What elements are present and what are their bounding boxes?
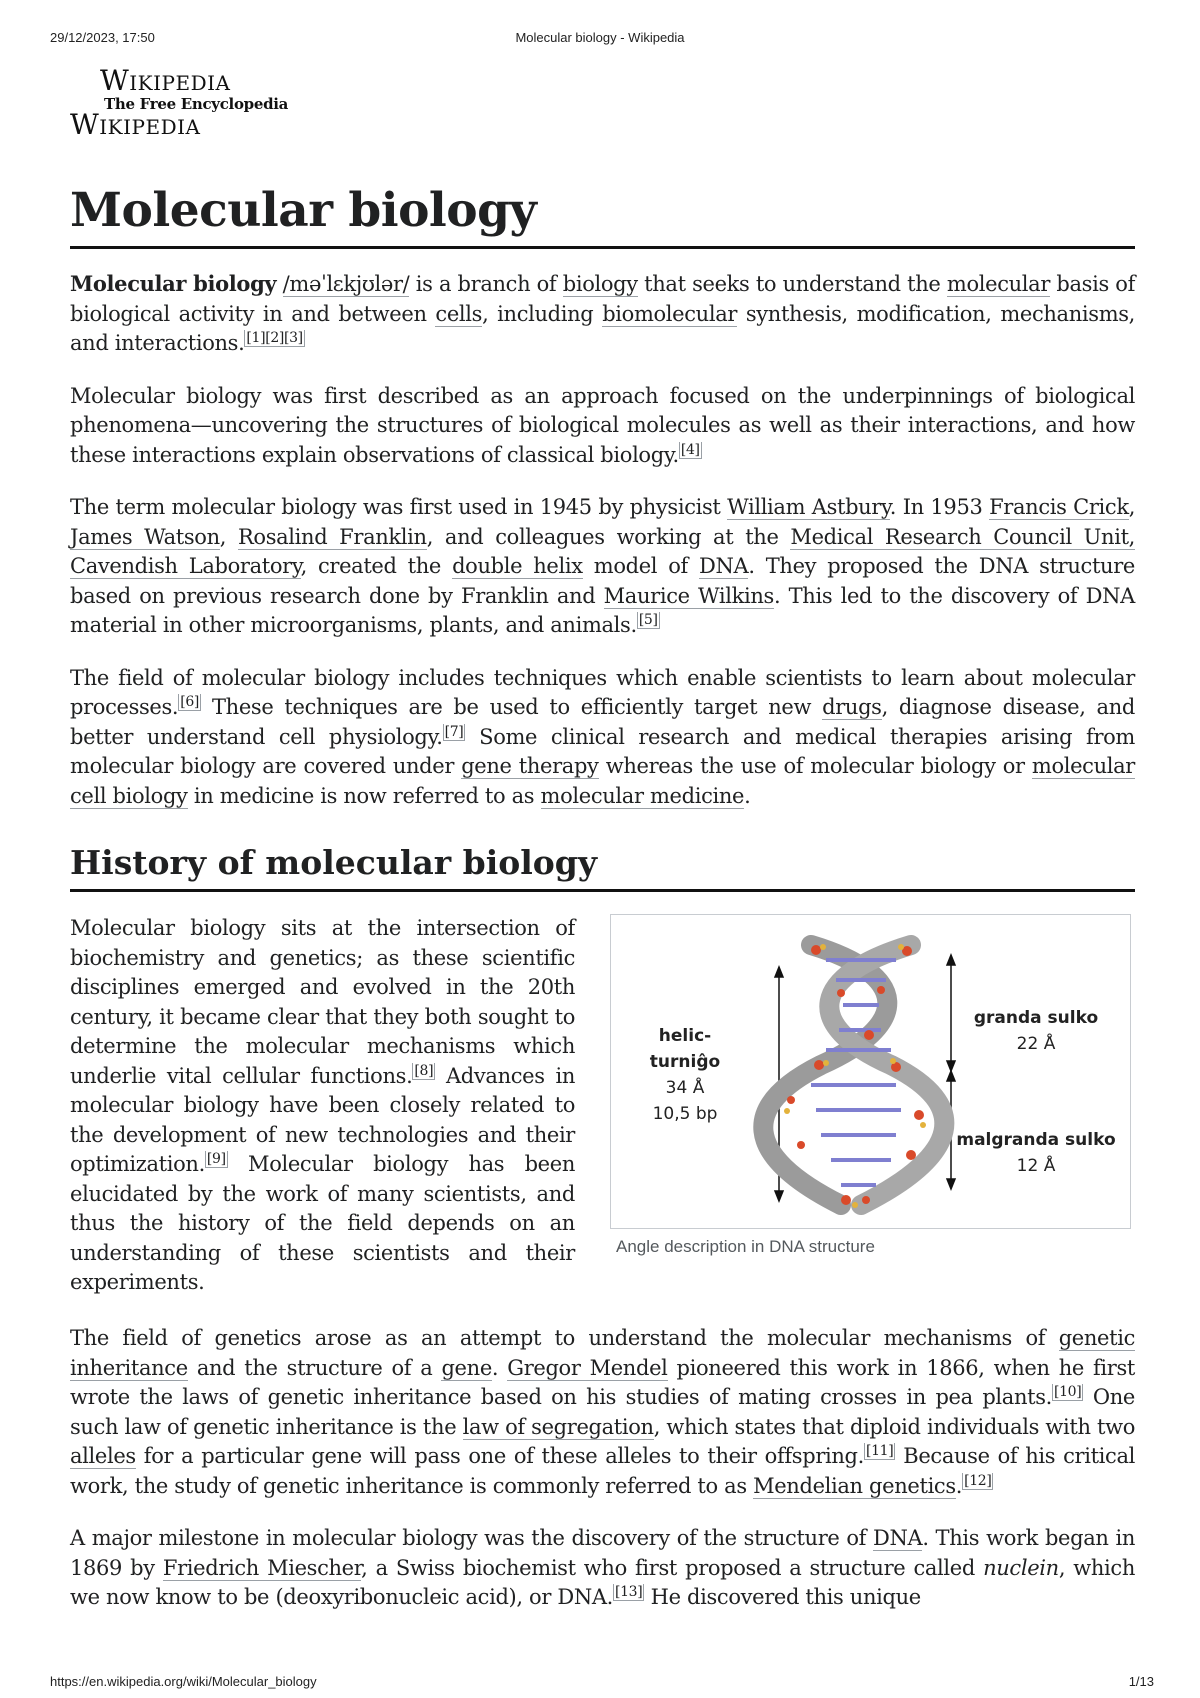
link-molecular-medicine[interactable]: molecular medicine <box>540 783 745 808</box>
citation-ref[interactable]: [4] <box>680 441 700 458</box>
figure-caption: Angle description in DNA structure <box>616 1237 875 1256</box>
link-molecular[interactable]: molecular <box>946 272 1051 296</box>
link-francis-crick[interactable]: Francis Crick <box>989 495 1129 519</box>
link-gene-therapy[interactable]: gene therapy <box>461 754 599 778</box>
link-james-watson[interactable]: James Watson <box>70 524 220 549</box>
paragraph-2: Molecular biology was first described as an approach focused on the underpinnings of biological phenomena—uncovering the structures of biological molecules as well as their interactions, and how these interactions explain observations of classical biology. [4] <box>70 383 1135 467</box>
history-paragraph-1: Molecular biology sits at the intersection of biochemistry and genetics; as these scientific disciplines emerged and evolved in the 20th century, it became clear that they both sought to determine the molecular mechanisms which underlie vital cellular functions. [8] Advances in molecular biology have been closely related to the development of new technologies and their optimization. [9] Molecular biology has been elucidated by the work of many scientists, and thus the history of the field depends on an understanding of these scientists and their experiments. <box>70 916 576 1294</box>
ipa-link[interactable]: /məˈlɛkjʊlər/ <box>282 272 410 296</box>
link-molecular-cell-biology[interactable]: molecular cell biology <box>70 754 1135 808</box>
link-william-astbury[interactable]: William Astbury <box>727 495 890 519</box>
link-genetic-inheritance[interactable]: genetic inheritance <box>70 1326 1135 1380</box>
citation-ref[interactable]: [8] <box>414 1062 434 1079</box>
citation-ref[interactable]: [5] <box>638 612 658 628</box>
link-friedrich-miescher[interactable]: Friedrich Miescher <box>162 1555 362 1580</box>
print-page-number: 1/13 <box>1128 1674 1154 1689</box>
citation-ref[interactable]: [12] <box>964 1472 992 1489</box>
link-maurice-wilkins[interactable]: Maurice Wilkins <box>603 583 774 608</box>
citation-refs[interactable]: [1][2][3] <box>246 330 303 346</box>
logo-wordmark-secondary: Wikipedia <box>70 108 201 141</box>
link-dna-2[interactable]: DNA <box>873 1526 923 1550</box>
citation-ref[interactable]: [10] <box>1053 1384 1082 1400</box>
print-datetime: 29/12/2023, 17:50 <box>50 30 155 45</box>
term-nuclein: nuclein <box>983 1555 1059 1580</box>
page-title: Molecular biology <box>70 180 1135 249</box>
article-content <box>70 180 1135 1636</box>
paragraph-3: The term molecular biology was first used in 1945 by physicist William Astbury. In 1953 Francis Crick, James Watson, Rosalind Franklin, and colleagues working at the Medical Research Council Unit, Cavendish Laboratory, created the double helix model of DNA. They proposed the DNA structure based on previous research done by Franklin and Maurice Wilkins. This led to the discovery of DNA material in other microorganisms, plants, and animals. [5] <box>70 495 1136 637</box>
wikipedia-logo[interactable] <box>70 66 288 140</box>
dna-figure-image[interactable] <box>610 914 1131 1229</box>
link-rosalind-franklin[interactable]: Rosalind Franklin <box>237 524 427 549</box>
history-section <box>70 914 1135 1304</box>
major-groove-label: granda sulko 22 Å <box>973 1008 1099 1054</box>
link-cells[interactable]: cells <box>435 301 483 326</box>
section-heading-history: History of molecular biology <box>70 841 1135 892</box>
logo-wordmark: Wikipedia <box>100 64 231 97</box>
paragraph-4: The field of molecular biology includes techniques which enable scientists to learn about molecular processes. [6] These techniques are be used to efficiently target new drugs, diagnose disease, and better understand cell physiology. [7] Some clinical research and medical therapies arising from molecular biology are covered under gene therapy whereas the use of molecular biology or molecular cell biology in medicine is now referred to as molecular medicine. <box>70 665 1135 808</box>
intro-paragraph: Molecular biology /məˈlɛkjʊlər/ is a branch of biology that seeks to understand the molecular basis of biological activity in and between cells, including biomolecular synthesis, modification, mechanisms, and interactions. [1][2][3] <box>70 271 1136 355</box>
history-paragraph-2: The field of genetics arose as an attempt to understand the molecular mechanisms of genetic inheritance and the structure of a gene. Gregor Mendel pioneered this work in 1866, when he first wrote the laws of genetic inheritance based on his studies of mating crosses in pea plants. [10] One such law of genetic inheritance is the law of segregation, which states that diploid individuals with two alleles for a particular gene will pass one of these alleles to their offspring. [11] Because of his critical work, the study of genetic inheritance is commonly referred to as Mendelian genetics. [12] <box>70 1326 1136 1498</box>
link-dna[interactable]: DNA <box>699 554 749 578</box>
link-mrc-unit[interactable]: Medical Research Council Unit, Cavendish Laboratory <box>70 524 1135 578</box>
link-biomolecular[interactable]: biomolecular <box>602 301 738 326</box>
intro-term: Molecular biology <box>70 271 277 296</box>
helix-turn-label: helic-turniĝo 34 Å 10,5 bp <box>649 1026 721 1124</box>
link-gregor-mendel[interactable]: Gregor Mendel <box>507 1355 668 1380</box>
citation-ref[interactable]: [7] <box>444 723 464 740</box>
print-page-title: Molecular biology - Wikipedia <box>515 30 685 45</box>
link-gene[interactable]: gene <box>441 1355 492 1380</box>
link-biology[interactable]: biology <box>562 272 638 296</box>
dna-figure <box>610 914 1135 1257</box>
citation-ref[interactable]: [6] <box>180 694 200 710</box>
history-paragraph-3: A major milestone in molecular biology was the discovery of the structure of DNA. This work began in 1869 by Friedrich Miescher, a Swiss biochemist who first proposed a structure called nuclein, which we now know to be (deoxyribonucleic acid), or DNA. [13] He discovered this unique <box>70 1526 1135 1609</box>
link-mendelian-genetics[interactable]: Mendelian genetics <box>753 1473 956 1498</box>
citation-ref[interactable]: [13] <box>615 1584 643 1600</box>
print-url: https://en.wikipedia.org/wiki/Molecular_biology <box>50 1674 317 1689</box>
citation-ref[interactable]: [11] <box>865 1443 894 1459</box>
link-alleles[interactable]: alleles <box>70 1444 136 1468</box>
link-drugs[interactable]: drugs <box>822 695 882 719</box>
logo-tagline: The Free Encyclopedia <box>104 95 289 113</box>
link-double-helix[interactable]: double helix <box>452 554 583 578</box>
minor-groove-label: malgranda sulko 12 Å <box>956 1130 1116 1176</box>
citation-ref[interactable]: [9] <box>206 1151 226 1167</box>
link-law-of-segregation[interactable]: law of segregation <box>462 1414 654 1439</box>
